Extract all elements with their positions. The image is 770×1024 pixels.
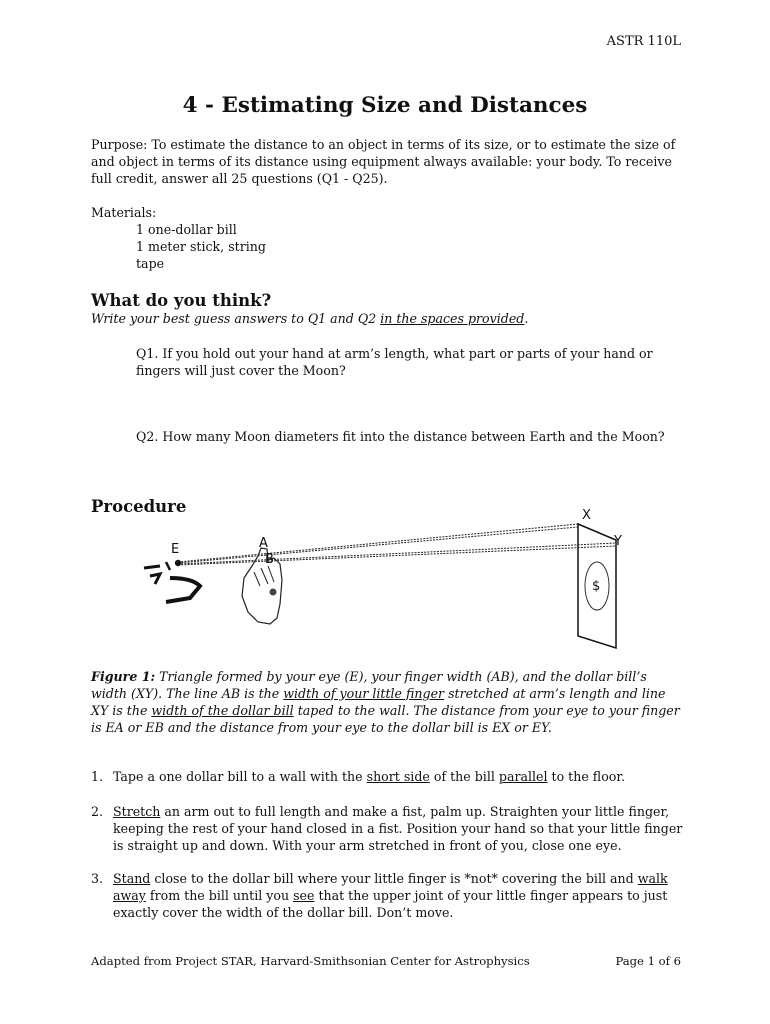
materials-section: [91, 204, 266, 272]
step-text: [113, 803, 683, 854]
label-x: X: [582, 508, 591, 523]
page-title: 4 - Estimating Size and Distances: [182, 93, 588, 118]
eye-mark: [166, 562, 170, 570]
step-text-part: close to the dollar bill where your little finger is *not* covering the bill and: [150, 871, 638, 886]
step-underline: parallel: [498, 769, 548, 784]
step-text-part: Tape a one dollar bill to a wall with the: [113, 769, 367, 784]
label-b: B: [265, 552, 274, 567]
step-number: 2.: [91, 804, 104, 819]
question-q2: Q2. How many Moon diameters fit into the distance between Earth and the Moon?: [136, 429, 665, 444]
page-footer: [91, 954, 681, 968]
question-q1: Q1. If you hold out your hand at arm’s length, what part or parts of your hand or fingers will just cover the Moon?: [136, 346, 653, 378]
caption-underline: width of the dollar bill: [151, 703, 294, 718]
eye-dot: [175, 560, 181, 566]
purpose-paragraph: Purpose: To estimate the distance to an object in terms of its size, or to estimate the size of and object in terms of its distance using equipment always available: your body. To receive full credit, answer all 25 questions (Q1 - Q25).: [91, 137, 676, 186]
step-underline: Stretch: [113, 804, 161, 819]
figure-triangle-diagram: [130, 500, 650, 660]
materials-label: Materials:: [91, 205, 157, 220]
instruction-end: .: [524, 311, 529, 326]
materials-item: 1 one-dollar bill: [136, 222, 237, 237]
knuckle-shade: [270, 589, 277, 596]
label-y: Y: [614, 534, 622, 549]
page-number: Page 1 of 6: [615, 954, 681, 968]
step-text: [113, 870, 683, 921]
step-text: [113, 768, 683, 785]
procedure-step-1: [91, 768, 683, 785]
step-number: 1.: [91, 769, 104, 784]
instruction-text: Write your best guess answers to Q1 and Q2: [91, 311, 381, 326]
caption-text: Triangle formed by your eye (E), your finger width (AB), and the dollar bill’s width (XY). The line AB is the: [91, 669, 647, 701]
nose-mark: [150, 574, 160, 584]
step-text-part: of the bill: [429, 769, 499, 784]
step-text-part: that the upper joint of your little finger appears to just exactly cover the width of the dollar bill. Don’t move.: [113, 888, 668, 920]
step-underline: Stand: [113, 871, 151, 886]
course-code: ASTR 110L: [606, 34, 681, 49]
step-underline: walk away: [113, 871, 668, 903]
finger-lines: [254, 566, 274, 586]
instruction-underlined: in the spaces provided: [380, 311, 525, 326]
step-text-part: from the bill until you: [145, 888, 294, 903]
procedure-step-2: [91, 803, 683, 854]
caption-text: stretched at arm’s length and line XY is the: [91, 686, 666, 718]
eyebrow-mark: [144, 566, 160, 568]
materials-item: tape: [136, 256, 165, 271]
hand-outline: [242, 548, 282, 624]
caption-text: taped to the wall. The distance from your eye to your finger is EA or EB and the distance from your eye to the dollar bill is EX or EY.: [91, 703, 680, 735]
step-text-part: an arm out to full length and make a fist, palm up. Straighten your little finger, keeping the rest of your hand closed in a fist. Position your hand so that your little finger is straight up and down. With your arm stretched in front of you, close one eye.: [113, 804, 683, 853]
sight-line-ey: [178, 543, 616, 564]
label-a: A: [259, 536, 268, 551]
sight-line-ex-2: [178, 527, 578, 563]
caption-underline: width of your little finger: [283, 686, 445, 701]
procedure-step-3: [91, 870, 683, 921]
dollar-sign: $: [592, 579, 601, 594]
procedure-heading: Procedure: [91, 497, 187, 516]
caption-label: Figure 1:: [91, 669, 156, 684]
guess-instructions: [91, 311, 528, 326]
what-do-you-think-heading: What do you think?: [91, 291, 272, 310]
footer-source: Adapted from Project STAR, Harvard-Smithsonian Center for Astrophysics: [91, 954, 530, 968]
sight-line-ey-2: [178, 546, 616, 565]
mouth-mark: [166, 578, 200, 602]
label-e: E: [171, 542, 180, 557]
figure-caption: [91, 668, 683, 736]
step-text-part: to the floor.: [547, 769, 626, 784]
step-underline: see: [293, 888, 315, 903]
step-number: 3.: [91, 871, 104, 886]
step-underline: short side: [366, 769, 430, 784]
materials-item: 1 meter stick, string: [136, 239, 266, 254]
